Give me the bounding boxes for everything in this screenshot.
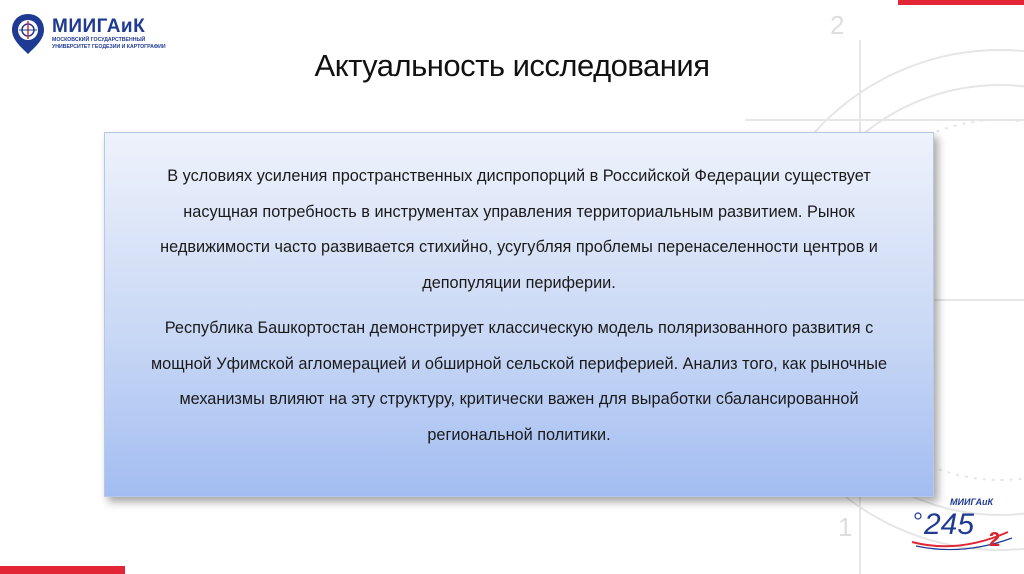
logo-name: МИИГАиК: [52, 16, 146, 37]
slide-page-number: 2: [989, 529, 1001, 551]
slide-title: Актуальность исследования: [314, 48, 710, 83]
decor-digit-bottom: 1: [838, 512, 853, 542]
paragraph-relevance: В условиях усиления пространственных диспропорций в Российской Федерации существует насущная потребность в инструментах управления территориальным развитием. Рынок недвижимости часто развивается стихийно, усугубляя проблемы перенаселенности центров и депопуляции периферии.: [160, 167, 878, 292]
anniversary-brand: МИИГАиК: [950, 497, 994, 507]
top-accent-line: [898, 0, 1024, 5]
anniversary-logo: [908, 494, 1018, 554]
logo-text: [52, 17, 166, 51]
logo-subtitle-line2: УНИВЕРСИТЕТ ГЕОДЕЗИИ И КАРТОГРАФИИ: [52, 44, 166, 50]
bottom-accent-line: [0, 566, 125, 574]
logo-subtitle-line1: МОСКОВСКИЙ ГОСУДАРСТВЕННЫЙ: [52, 37, 146, 43]
paragraph-bashkortostan: Республика Башкортостан демонстрирует классическую модель поляризованного развития с мощной Уфимской агломерацией и обширной сельской периферией. Анализ того, как рыночные механизмы влияют на эту структуру, критически важен для выработки сбалансированной региональной политики.: [150, 319, 888, 444]
decor-digit-top: 2: [830, 10, 845, 40]
anniversary-number: 245: [924, 508, 975, 541]
content-box: [104, 132, 934, 497]
